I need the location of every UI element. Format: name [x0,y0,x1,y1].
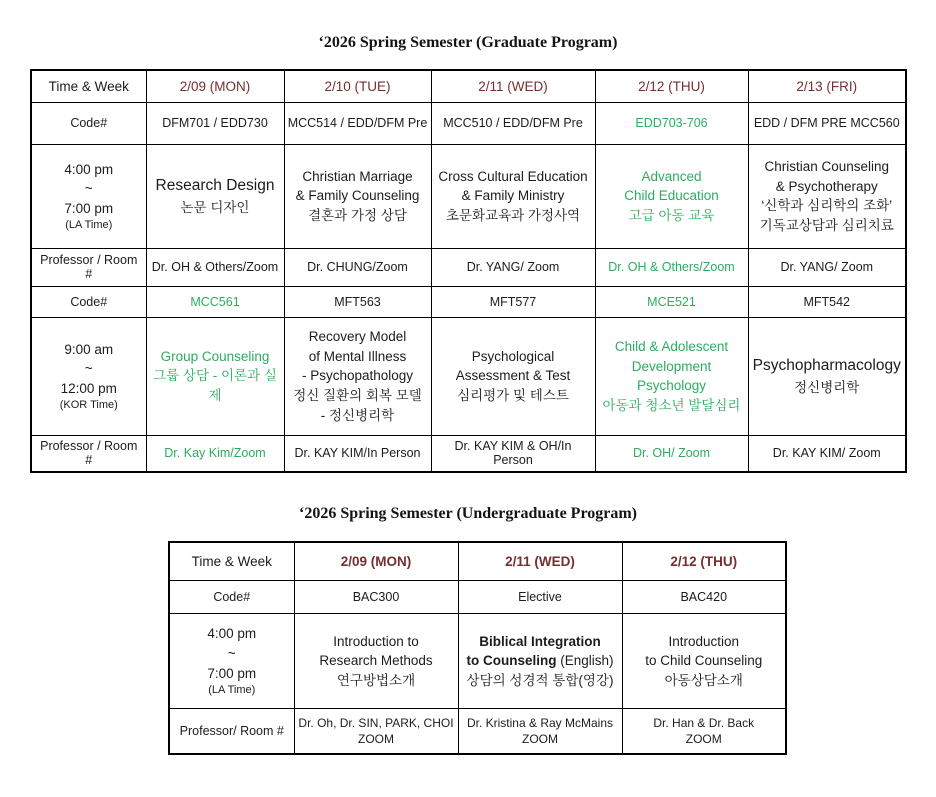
text-line: Development Psychology [631,358,712,394]
grad-code1-mon: DFM701 / EDD730 [146,102,284,144]
text-line: ‘신학과 심리학의 조화’ [761,198,893,214]
text-line: ~ [227,645,236,661]
grad-time-slot-2 [31,317,146,435]
grad-course1-fri [748,144,906,248]
time-lines [35,340,143,399]
grad-prof1-fri: Dr. YANG/ Zoom [748,248,906,286]
grad-code1-fri: EDD / DFM PRE MCC560 [748,102,906,144]
grad-prof2-tue: Dr. KAY KIM/In Person [284,435,431,472]
grad-course2-fri [748,317,906,435]
grad-class-row-2 [31,317,906,435]
text-line: Assessment & Test [455,368,571,384]
text-line: & Family Ministry [461,188,565,204]
course-title-bold: to Counseling [466,653,557,669]
course-title-line [462,651,619,671]
text-line: ~ [84,181,93,197]
grad-prof-row-2 [31,435,906,472]
text-line: Dr. Oh, Dr. SIN, PARK, CHOI [298,715,454,730]
ug-class-row [169,613,786,708]
grad-header-wed: 2/11 (WED) [431,70,595,102]
grad-prof1-thu: Dr. OH & Others/Zoom [595,248,748,286]
grad-course2-tue [284,317,431,435]
time-zone: (LA Time) [208,684,256,697]
grad-prof1-mon: Dr. OH & Others/Zoom [146,248,284,286]
time-zone: (LA Time) [65,219,113,232]
ug-header-row [169,542,786,580]
text-line: 7:00 pm [64,200,114,216]
grad-code-row-1 [31,102,906,144]
text-line: Research Methods [319,653,433,669]
grad-prof2-thu: Dr. OH/ Zoom [595,435,748,472]
text-line: Introduction to [333,633,419,649]
grad-time-slot-1 [31,144,146,248]
time-lines [35,160,143,219]
course-title-line: Biblical Integration [479,633,601,649]
ug-prof-label: Professor/ Room # [169,708,294,754]
course-lines [752,378,903,398]
text-line: to Child Counseling [645,653,763,669]
grad-code2-mon: MCC561 [146,286,284,317]
text-line: Group Counseling [160,348,270,364]
grad-code2-label: Code# [31,286,146,317]
text-line: ~ [84,361,93,377]
text-line: Cross Cultural Education [438,168,588,184]
grad-code1-label: Code# [31,102,146,144]
grad-code2-fri: MFT542 [748,286,906,317]
text-line: 정신 질환의 회복 모델 [293,387,422,403]
ug-course-thu [622,613,786,708]
grad-course1-wed [431,144,595,248]
grad-course1-tue [284,144,431,248]
text-line: 초문화교육과 가정사역 [445,207,581,223]
text-line: of Mental Illness [308,348,407,364]
text-line: ZOOM [522,732,558,747]
grad-code1-tue: MCC514 / EDD/DFM Pre [284,102,431,144]
text-line: 기독교상담과 심리치료 [759,217,894,233]
grad-prof2-wed: Dr. KAY KIM & OH/In Person [431,435,595,472]
text-line: ZOOM [358,732,394,747]
grad-course2-wed [431,317,595,435]
grad-class-row-1 [31,144,906,248]
grad-header-row [31,70,906,102]
text-line: Psychological [471,348,555,364]
ug-header-time-week: Time & Week [169,542,294,580]
grad-course1-mon [146,144,284,248]
text-line: 아동상담소개 [664,672,743,688]
text-line: 7:00 pm [207,665,257,681]
grad-course2-thu [595,317,748,435]
grad-prof-row-1 [31,248,906,286]
grad-code2-tue: MFT563 [284,286,431,317]
ug-prof-mon [294,708,458,754]
ug-course-wed [458,613,622,708]
text-line: Child & Adolescent [614,339,729,355]
text-line: 4:00 pm [64,161,114,177]
text-line: Child Education [624,188,719,204]
text-line: 그룹 상담 - 이론과 실제 [153,368,277,403]
grad-prof1-tue: Dr. CHUNG/Zoom [284,248,431,286]
undergraduate-schedule-table [168,541,787,755]
text-line: 심리평가 및 테스트 [457,387,569,403]
text-line: 결혼과 가정 상담 [308,207,407,223]
grad-code2-thu: MCE521 [595,286,748,317]
text-line: Dr. Han & Dr. Back [653,715,755,730]
text-line: Recovery Model [308,329,407,345]
text-line: ZOOM [685,732,722,747]
grad-code-row-2 [31,286,906,317]
ug-header-thu: 2/12 (THU) [622,542,786,580]
grad-code2-wed: MFT577 [431,286,595,317]
ug-header-mon: 2/09 (MON) [294,542,458,580]
ug-code-mon: BAC300 [294,580,458,613]
grad-prof2-label: Professor / Room # [31,435,146,472]
ug-code-label: Code# [169,580,294,613]
ug-prof-thu [622,708,786,754]
grad-code1-wed: MCC510 / EDD/DFM Pre [431,102,595,144]
ug-prof-wed [458,708,622,754]
course-lines [150,198,281,218]
grad-header-fri: 2/13 (FRI) [748,70,906,102]
grad-prof1-label: Professor / Room # [31,248,146,286]
ug-time-slot [169,613,294,708]
ug-code-row [169,580,786,613]
grad-header-thu: 2/12 (THU) [595,70,748,102]
grad-header-tue: 2/10 (TUE) [284,70,431,102]
ug-code-wed: Elective [458,580,622,613]
ug-header-wed: 2/11 (WED) [458,542,622,580]
course-title: Psychopharmacology [752,357,901,375]
text-line: 논문 디자인 [180,199,250,215]
grad-header-mon: 2/09 (MON) [146,70,284,102]
undergraduate-program-title: ‘2026 Spring Semester (Undergraduate Program) [298,505,638,523]
grad-course2-mon [146,317,284,435]
text-line: - 정신병리학 [320,407,395,423]
grad-prof1-wed: Dr. YANG/ Zoom [431,248,595,286]
text-line: Christian Counseling [764,159,890,175]
course-title: Research Design [155,177,275,195]
grad-prof2-mon: Dr. Kay Kim/Zoom [146,435,284,472]
text-line: 9:00 am [64,341,114,357]
text-line: 정신병리학 [794,379,860,395]
text-line: 12:00 pm [60,380,117,396]
grad-course1-thu [595,144,748,248]
text-line: & Psychotherapy [775,178,878,194]
text-line: Introduction [668,633,740,649]
text-line: 4:00 pm [207,626,257,642]
grad-header-time-week: Time & Week [31,70,146,102]
text-line: - Psychopathology [301,368,414,384]
ug-code-thu: BAC420 [622,580,786,613]
graduate-schedule-table [30,69,907,473]
text-line: Advanced [641,168,702,184]
text-line: 고급 아동 교육 [628,207,715,223]
course-language-note: (English) [560,653,614,669]
course-korean-line: 상담의 성경적 통합(영강) [466,672,614,688]
text-line: 연구방법소개 [336,672,416,688]
text-line: Dr. Kristina & Ray McMains [466,715,614,730]
text-line: 아동과 청소년 발달심리 [602,397,741,413]
ug-course-mon [294,613,458,708]
time-lines [173,624,291,683]
graduate-program-title: ‘2026 Spring Semester (Graduate Program) [318,34,618,51]
text-line: & Family Counseling [295,188,420,204]
grad-prof2-fri: Dr. KAY KIM/ Zoom [748,435,906,472]
time-zone: (KOR Time) [59,399,118,412]
text-line: Christian Marriage [302,168,413,184]
grad-code1-thu: EDD703-706 [595,102,748,144]
ug-prof-row [169,708,786,754]
